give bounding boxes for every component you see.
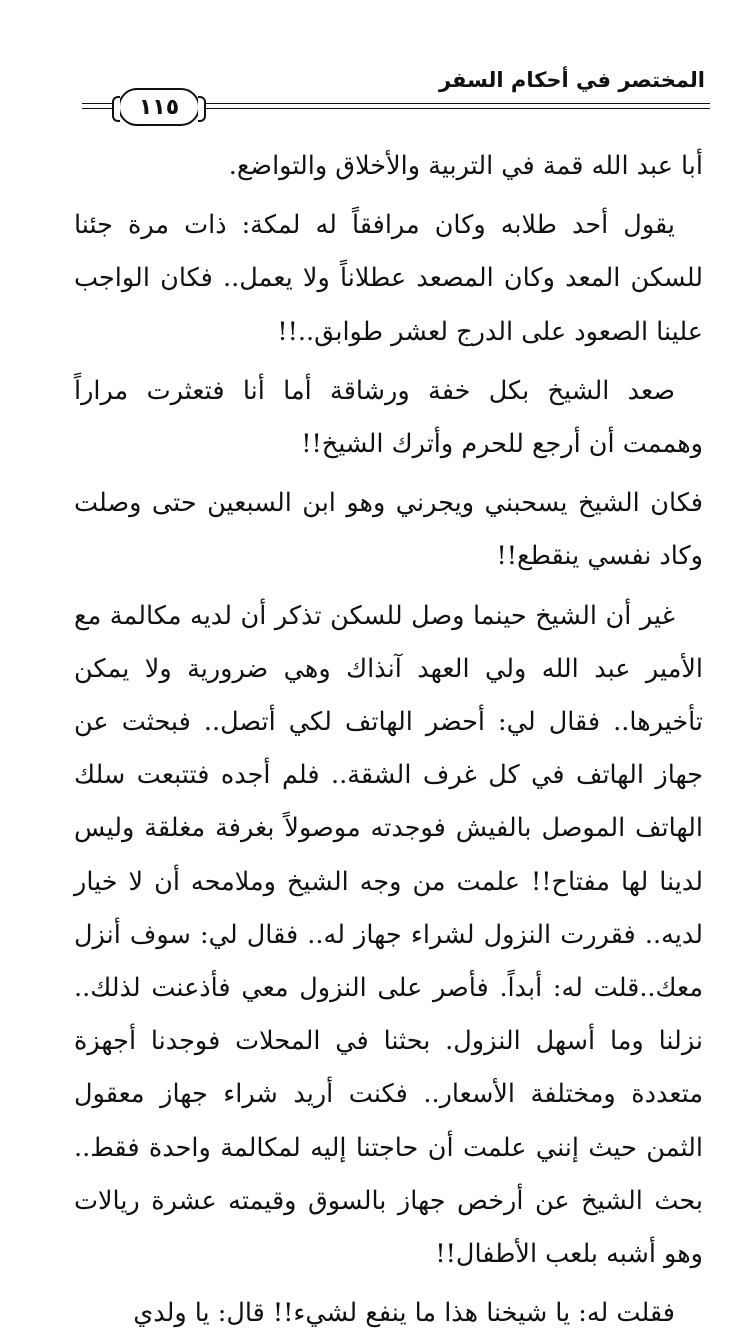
paragraph-6: فقلت له: يا شيخنا هذا ما ينفع لشيء!! قال: يا ولدي bbox=[133, 1298, 675, 1329]
header-rule-right-top bbox=[200, 103, 710, 104]
paragraph-2: يقول أحد طلابه وكان مرافقاً له لمكة: ذات مرة جئنا للسكن المعد وكان المصعد عطلاناً ولا يعمل.. فكان الواجب علينا الصعود على الدرج لعشر طوابق..!! bbox=[74, 210, 703, 347]
page-number-badge bbox=[118, 88, 200, 126]
running-header-title: المختصر في أحكام السفر bbox=[438, 68, 705, 92]
body-text bbox=[74, 140, 703, 1340]
paragraph-4: فكان الشيخ يسحبني ويجرني وهو ابن السبعين حتى وصلت وكاد نفسي ينقطع!! bbox=[74, 488, 703, 572]
paragraph-5: غير أن الشيخ حينما وصل للسكن تذكر أن لديه مكالمة مع الأمير عبد الله ولي العهد آنذاك وهي ضرورية ولا يمكن تأخيرها.. فقال لي: أحضر الهاتف لكي أتصل.. فبحثت عن جهاز الهاتف في كل غرف الشقة.. فلم أجده فتتبعت سلك الهاتف الموصل بالفيش فوجدته موصولاً بغرفة مغلقة وليس لدينا لها مفتاح!! علمت من وجه الشيخ وملامحه أن لا خيار لديه.. فقررت النزول لشراء جهاز له.. فقال لي: سوف أنزل معك..قلت له: أبداً. فأصر على النزول معي فأذعنت لذلك.. نزلنا وما أسهل النزول. بحثنا في المحلات فوجدنا أجهزة متعددة ومختلفة الأسعار.. فكنت أريد شراء جهاز معقول الثمن حيث إنني علمت أن حاجتنا إليه لمكالمة واحدة فقط.. بحث الشيخ عن أرخص جهاز بالسوق وقيمته عشرة ريالات وهو أشبه بلعب الأطفال!! bbox=[74, 600, 703, 1270]
paragraph-1: أبا عبد الله قمة في التربية والأخلاق والتواضع. bbox=[228, 151, 703, 181]
paragraph-3: صعد الشيخ بكل خفة ورشاقة أما أنا فتعثرت مراراً وهممت أن أرجع للحرم وأترك الشيخ!! bbox=[74, 375, 703, 460]
header-rule-right-bottom bbox=[200, 108, 710, 109]
page-number: ١١٥ bbox=[138, 94, 180, 120]
